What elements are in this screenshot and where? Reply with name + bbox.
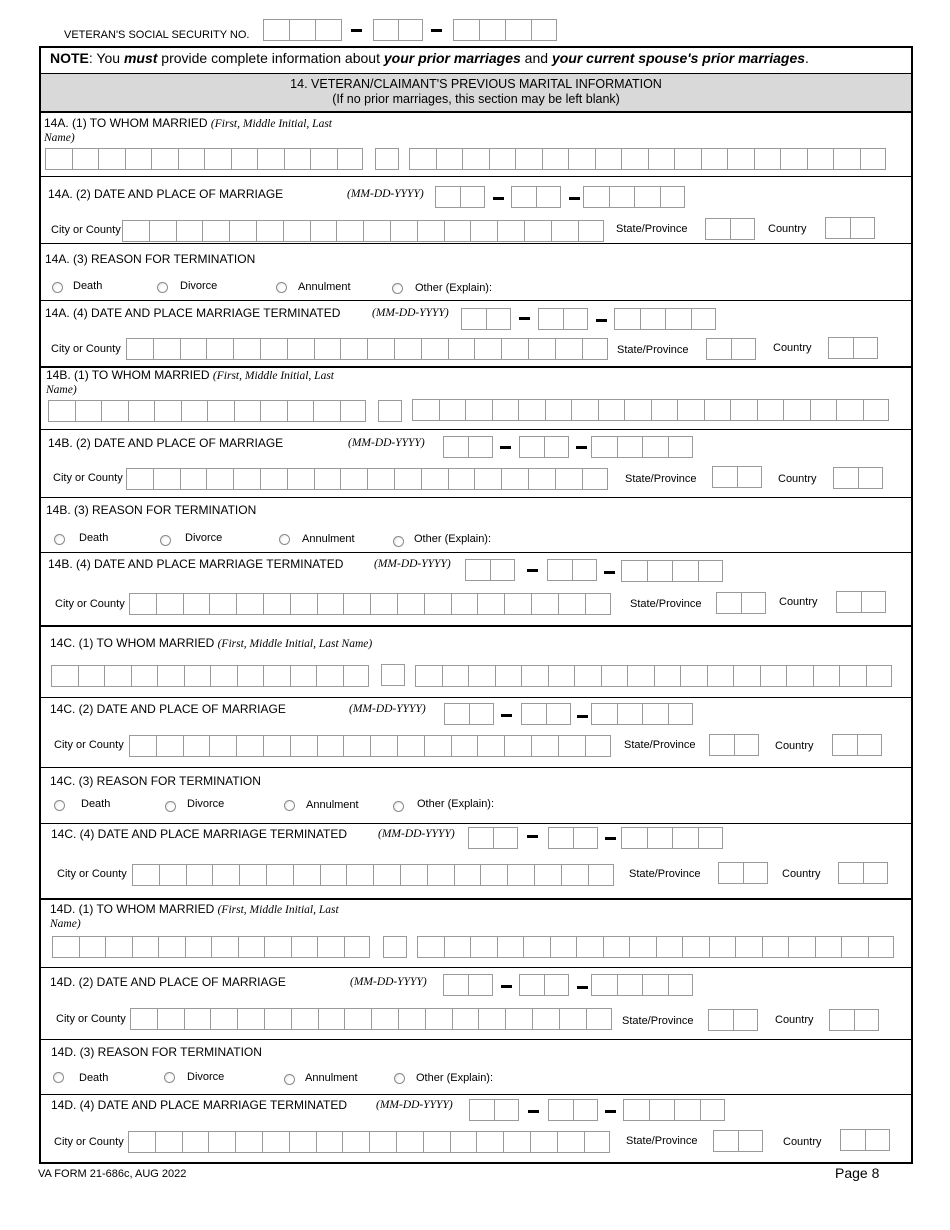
a-country-label: Country: [768, 223, 807, 235]
d-reason-label: 14D. (3) REASON FOR TERMINATION: [51, 1045, 262, 1059]
c-term-year[interactable]: [621, 827, 723, 851]
b-city-label: City or County: [53, 472, 123, 484]
b-annulment-label: Annulment: [302, 533, 355, 545]
b-date-dash1: [500, 446, 511, 449]
c-other-label: Other (Explain):: [417, 798, 495, 810]
c-city-boxes[interactable]: [129, 735, 611, 759]
b-term-city-boxes[interactable]: [129, 593, 611, 617]
ssn-dash-1: [351, 29, 362, 32]
c-term-day[interactable]: [548, 827, 598, 851]
a-divorce-label: Divorce: [180, 280, 218, 292]
a-date-dash2: [569, 197, 580, 200]
c-reason-label: 14C. (3) REASON FOR TERMINATION: [50, 774, 261, 788]
d-term-city-label: City or County: [54, 1136, 124, 1148]
b-term-country-label: Country: [779, 596, 818, 608]
divider: [41, 497, 911, 498]
c-state-boxes[interactable]: [709, 734, 759, 758]
d-term-format: (MM-DD-YYYY): [376, 1099, 453, 1111]
ssn-part3-boxes[interactable]: [453, 19, 557, 43]
b-annulment-radio[interactable]: [279, 534, 290, 545]
a-term-year[interactable]: [614, 308, 716, 332]
b-term-label: 14B. (4) DATE AND PLACE MARRIAGE TERMINATED: [48, 557, 344, 571]
b-city-boxes[interactable]: [126, 468, 608, 492]
d-death-radio[interactable]: [53, 1072, 64, 1083]
divider: [41, 429, 911, 430]
d-state-boxes[interactable]: [708, 1009, 758, 1033]
c-state-label: State/Province: [624, 739, 696, 751]
b-date-year[interactable]: [591, 436, 693, 460]
d-other-radio[interactable]: [394, 1073, 405, 1084]
a-divorce-radio[interactable]: [157, 282, 168, 293]
form-id: VA FORM 21-686c, AUG 2022: [38, 1168, 187, 1180]
d-term-state-label: State/Province: [626, 1135, 698, 1147]
divider: [41, 967, 911, 968]
b-first-name-boxes[interactable]: [48, 400, 366, 424]
c-middle-initial-box[interactable]: [381, 664, 405, 688]
d-date-year[interactable]: [591, 974, 693, 998]
c-term-country-label: Country: [782, 868, 821, 880]
c-term-format: (MM-DD-YYYY): [378, 828, 455, 840]
a-reason-label: 14A. (3) REASON FOR TERMINATION: [45, 252, 256, 266]
a-term-dash2: [596, 319, 607, 322]
d-city-boxes[interactable]: [130, 1008, 612, 1032]
page-number: Page 8: [835, 1165, 880, 1181]
b-term-dash2: [604, 571, 615, 574]
b-term-country-boxes[interactable]: [836, 591, 886, 615]
c-date-year[interactable]: [591, 703, 693, 727]
a-middle-initial-box[interactable]: [375, 148, 399, 172]
d-country-boxes[interactable]: [829, 1009, 879, 1033]
b-death-label: Death: [79, 532, 109, 544]
d-term-day[interactable]: [548, 1099, 598, 1123]
a-term-format: (MM-DD-YYYY): [372, 307, 449, 319]
d-date-dash2: [577, 986, 588, 989]
section-14-header: [41, 73, 911, 113]
ssn-part1-boxes[interactable]: [263, 19, 342, 43]
divider: [41, 697, 911, 698]
a-date-dash1: [493, 197, 504, 200]
divider: [41, 243, 911, 244]
d-state-label: State/Province: [622, 1015, 694, 1027]
ssn-label: VETERAN'S SOCIAL SECURITY NO.: [64, 29, 250, 41]
a-date-label: 14A. (2) DATE AND PLACE OF MARRIAGE: [48, 187, 284, 201]
a-death-label: Death: [73, 280, 103, 292]
d-date-month[interactable]: [443, 974, 493, 998]
c-term-month[interactable]: [468, 827, 518, 851]
a-term-city-label: City or County: [51, 343, 121, 355]
b-date-month[interactable]: [443, 436, 493, 460]
d-date-label: 14D. (2) DATE AND PLACE OF MARRIAGE: [50, 975, 286, 989]
a-term-state-boxes[interactable]: [706, 338, 756, 362]
d-term-city-boxes[interactable]: [128, 1131, 610, 1155]
d-divorce-radio[interactable]: [164, 1072, 175, 1083]
b-reason-label: 14B. (3) REASON FOR TERMINATION: [46, 503, 257, 517]
c-divorce-label: Divorce: [187, 798, 225, 810]
b-country-label: Country: [778, 473, 817, 485]
c-term-city-label: City or County: [57, 868, 127, 880]
d-last-name-boxes[interactable]: [417, 936, 894, 960]
d-date-dash1: [501, 985, 512, 988]
b-term-city-label: City or County: [55, 598, 125, 610]
a-term-label: 14A. (4) DATE AND PLACE MARRIAGE TERMINATED: [45, 306, 341, 320]
divider: [41, 1039, 911, 1040]
d-city-label: City or County: [56, 1013, 126, 1025]
a-date-month[interactable]: [435, 186, 485, 210]
divider: [41, 767, 911, 768]
b-term-day[interactable]: [547, 559, 597, 583]
c-other-radio[interactable]: [393, 801, 404, 812]
d-divorce-label: Divorce: [187, 1071, 225, 1083]
c-date-day[interactable]: [521, 703, 571, 727]
c-annulment-radio[interactable]: [284, 800, 295, 811]
d-other-label: Other (Explain):: [416, 1072, 494, 1084]
d-term-country-boxes[interactable]: [840, 1129, 890, 1153]
c-first-name-boxes[interactable]: [51, 665, 369, 689]
a-last-name-boxes[interactable]: [409, 148, 886, 172]
a-date-format: (MM-DD-YYYY): [347, 188, 424, 200]
a-annulment-radio[interactable]: [276, 282, 287, 293]
a-term-city-boxes[interactable]: [126, 338, 608, 362]
c-term-dash2: [605, 837, 616, 840]
b-date-dash2: [576, 446, 587, 449]
d-country-label: Country: [775, 1014, 814, 1026]
b-country-boxes[interactable]: [833, 467, 883, 491]
a-country-boxes[interactable]: [825, 217, 875, 241]
b-term-state-boxes[interactable]: [716, 592, 766, 616]
a-city-label: City or County: [51, 224, 121, 236]
c-date-dash2: [577, 715, 588, 718]
divider: [41, 1094, 911, 1095]
divider: [41, 176, 911, 177]
a-date-day[interactable]: [511, 186, 561, 210]
a-term-country-boxes[interactable]: [828, 337, 878, 361]
d-first-name-boxes[interactable]: [52, 936, 370, 960]
note-text: NOTE: You must provide complete information about your prior marriages and your current spouse's prior marriages.: [50, 50, 809, 66]
d-annulment-radio[interactable]: [284, 1074, 295, 1085]
b-middle-initial-box[interactable]: [378, 400, 402, 424]
c-death-label: Death: [81, 798, 111, 810]
a-state-boxes[interactable]: [705, 218, 755, 242]
c-term-state-label: State/Province: [629, 868, 701, 880]
b-term-format: (MM-DD-YYYY): [374, 558, 451, 570]
a-term-dash1: [519, 317, 530, 320]
divider: [41, 300, 911, 301]
b-last-name-boxes[interactable]: [412, 399, 889, 423]
b-other-radio[interactable]: [393, 536, 404, 547]
d-term-state-boxes[interactable]: [713, 1130, 763, 1154]
a-first-name-boxes[interactable]: [45, 148, 363, 172]
a-term-country-label: Country: [773, 342, 812, 354]
b-divorce-label: Divorce: [185, 532, 223, 544]
d-term-month[interactable]: [469, 1099, 519, 1123]
block-divider: [41, 898, 911, 900]
c-last-name-boxes[interactable]: [415, 665, 892, 689]
b-whom-label: 14B. (1) TO WHOM MARRIED (First, Middle Initial, Last Name): [46, 368, 334, 396]
c-term-city-boxes[interactable]: [132, 864, 614, 888]
b-divorce-radio[interactable]: [160, 535, 171, 546]
c-date-label: 14C. (2) DATE AND PLACE OF MARRIAGE: [50, 702, 286, 716]
d-term-dash2: [605, 1110, 616, 1113]
c-date-dash1: [501, 714, 512, 717]
section-subtitle: (If no prior marriages, this section may be left blank): [332, 92, 620, 106]
b-term-dash1: [527, 569, 538, 572]
b-state-boxes[interactable]: [712, 466, 762, 490]
b-other-label: Other (Explain):: [414, 533, 492, 545]
c-death-radio[interactable]: [54, 800, 65, 811]
b-term-year[interactable]: [621, 560, 723, 584]
c-annulment-label: Annulment: [306, 799, 359, 811]
c-city-label: City or County: [54, 739, 124, 751]
b-state-label: State/Province: [625, 473, 697, 485]
a-whom-label: 14A. (1) TO WHOM MARRIED (First, Middle Initial, Last Name): [44, 116, 332, 144]
a-annulment-label: Annulment: [298, 281, 351, 293]
a-death-radio[interactable]: [52, 282, 63, 293]
d-term-label: 14D. (4) DATE AND PLACE MARRIAGE TERMINATED: [51, 1098, 348, 1112]
c-term-label: 14C. (4) DATE AND PLACE MARRIAGE TERMINATED: [51, 827, 348, 841]
c-term-country-boxes[interactable]: [838, 862, 888, 886]
section-title: 14. VETERAN/CLAIMANT'S PREVIOUS MARITAL INFORMATION: [290, 77, 662, 91]
d-annulment-label: Annulment: [305, 1072, 358, 1084]
d-term-country-label: Country: [783, 1136, 822, 1148]
c-divorce-radio[interactable]: [165, 801, 176, 812]
c-term-dash1: [527, 835, 538, 838]
b-date-day[interactable]: [519, 436, 569, 460]
a-term-day[interactable]: [538, 308, 588, 332]
d-date-format: (MM-DD-YYYY): [350, 976, 427, 988]
ssn-part2-boxes[interactable]: [373, 19, 423, 43]
b-date-label: 14B. (2) DATE AND PLACE OF MARRIAGE: [48, 436, 284, 450]
d-term-dash1: [528, 1110, 539, 1113]
d-death-label: Death: [79, 1072, 109, 1084]
block-divider: [41, 625, 911, 627]
d-date-day[interactable]: [519, 974, 569, 998]
a-city-boxes[interactable]: [122, 220, 604, 244]
c-term-state-boxes[interactable]: [718, 862, 768, 886]
b-term-state-label: State/Province: [630, 598, 702, 610]
c-date-month[interactable]: [444, 703, 494, 727]
c-country-label: Country: [775, 740, 814, 752]
a-other-radio[interactable]: [392, 283, 403, 294]
c-date-format: (MM-DD-YYYY): [349, 703, 426, 715]
c-country-boxes[interactable]: [832, 734, 882, 758]
divider: [41, 552, 911, 553]
a-term-month[interactable]: [461, 308, 511, 332]
divider: [41, 823, 911, 824]
d-middle-initial-box[interactable]: [383, 936, 407, 960]
b-death-radio[interactable]: [54, 534, 65, 545]
d-term-year[interactable]: [623, 1099, 725, 1123]
a-term-state-label: State/Province: [617, 344, 689, 356]
a-state-label: State/Province: [616, 223, 688, 235]
b-term-month[interactable]: [465, 559, 515, 583]
b-date-format: (MM-DD-YYYY): [348, 437, 425, 449]
ssn-dash-2: [431, 29, 442, 32]
a-other-label: Other (Explain):: [415, 282, 493, 294]
a-date-year[interactable]: [583, 186, 685, 210]
d-whom-label: 14D. (1) TO WHOM MARRIED (First, Middle Initial, Last Name): [50, 902, 339, 930]
c-whom-label: 14C. (1) TO WHOM MARRIED (First, Middle Initial, Last Name): [50, 636, 373, 650]
